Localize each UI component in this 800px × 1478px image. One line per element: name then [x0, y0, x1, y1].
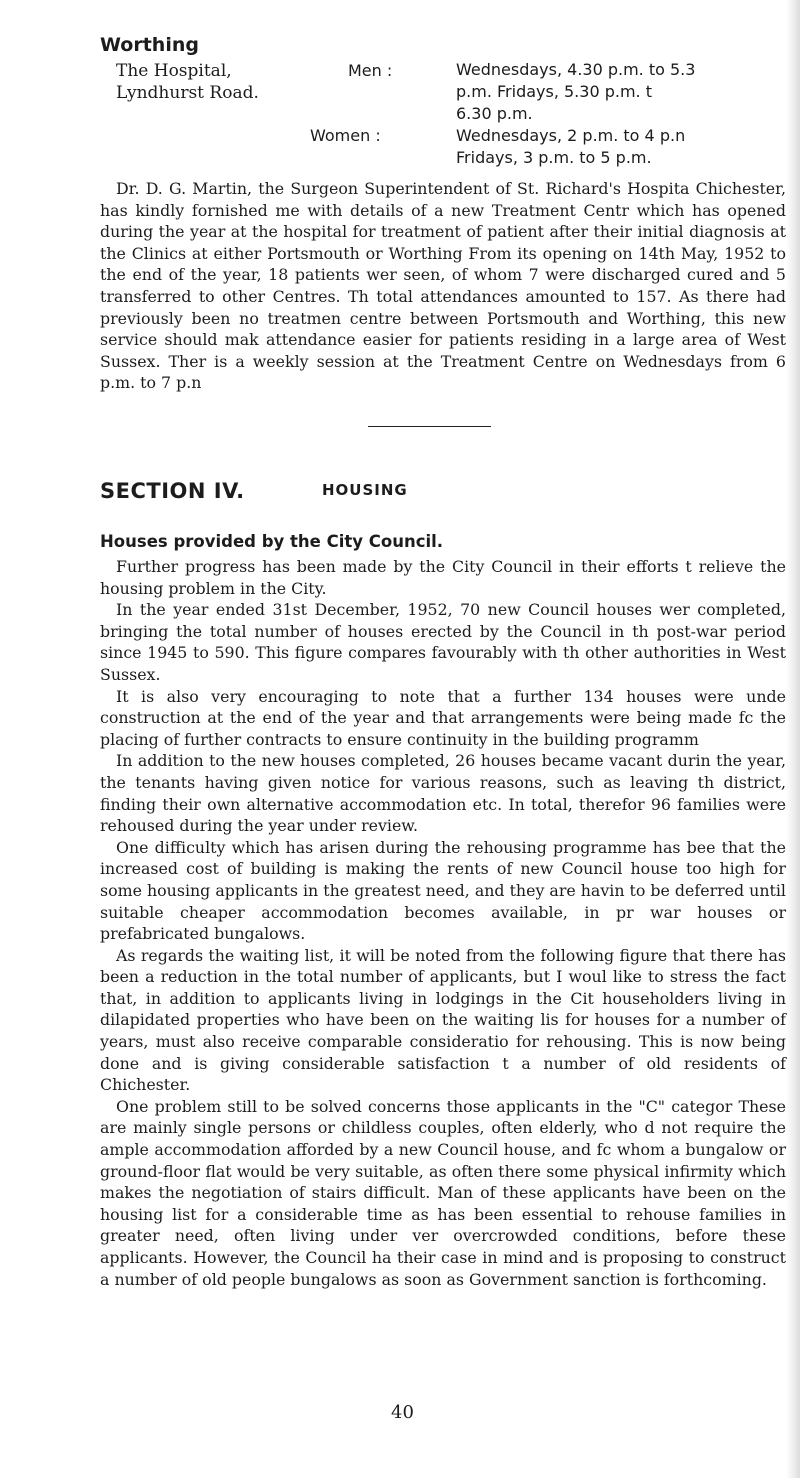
- women-hours-line-1: Wednesdays, 2 p.m. to 4 p.n: [456, 126, 686, 145]
- paragraph: Dr. D. G. Martin, the Surgeon Superintendent of St. Richard's Hospita Chichester, has kindly fornished me with details of a new Treatment Centr which has opened during the year at the hospital for treatment of patient after their initial diagnosis at the Clinics at either Portsmouth or Worthing From its opening on 14th May, 1952 to the end of the year, 18 patients wer seen, of whom 7 were discharged cured and 5 transferred to other Centres. Th total attendances amounted to 157. As there had previously been no treatmen centre between Portsmouth and Worthing, this new service should mak attendance easier for patients residing in a large area of West Sussex. Ther is a weekly session at the Treatment Centre on Wednesdays from 6 p.m. to 7 p.n: [100, 179, 786, 393]
- location-line-1: The Hospital,: [116, 61, 232, 81]
- men-hours-line-2: p.m. Fridays, 5.30 p.m. t: [456, 82, 652, 101]
- paragraph: Further progress has been made by the City Council in their efforts t relieve the housing problem in the City.: [100, 557, 786, 598]
- section-subtitle: HOUSING: [322, 481, 408, 499]
- houses-heading: Houses provided by the City Council.: [100, 532, 444, 551]
- men-hours-line-3: 6.30 p.m.: [456, 104, 533, 123]
- paragraph: One difficulty which has arisen during the rehousing programme has bee that the increased cost of building is making the rents of new Council house too high for some housing applicants in the greatest need, and they are havin to be deferred until suitable cheaper accommodation becomes available, in pr war houses or prefabricated bungalows.: [100, 837, 786, 944]
- housing-text: [100, 556, 786, 1290]
- women-label: Women :: [310, 126, 381, 145]
- women-hours-line-2: Fridays, 3 p.m. to 5 p.m.: [456, 148, 652, 167]
- paragraph: In the year ended 31st December, 1952, 70 new Council houses wer completed, bringing the total number of houses erected by the Council in th post-war period since 1945 to 590. This figure compares favourably with th other authorities in West Sussex.: [100, 600, 786, 684]
- scan-edge-shadow: [786, 0, 800, 1478]
- paragraph: In addition to the new houses completed, 26 houses became vacant durin the year, the tenants having given notice for various reasons, such as leaving th district, finding their own alternative accommodation etc. In total, therefor 96 families were rehoused during the year under review.: [100, 751, 786, 836]
- place-heading: Worthing: [100, 34, 199, 56]
- paragraph: As regards the waiting list, it will be noted from the following figure that there has been a reduction in the total number of applicants, but I woul like to stress the fact that, in addition to applicants living in lodgings in the Cit householders living in dilapidated properties who have been on the waiting lis for houses for a number of years, must also receive comparable consideratio for rehousing. This is now being done and is giving considerable satisfaction t a number of old residents of Chichester.: [100, 945, 786, 1095]
- paragraph: One problem still to be solved concerns those applicants in the "C" categor These are mainly single persons or childless couples, often elderly, who d not require the ample accommodation afforded by a new Council house, and fc whom a bungalow or ground-floor flat would be very suitable, as often there some physical infirmity which makes the negotiation of stairs difficult. Man of these applicants have been on the housing list for a considerable time as has been essential to rehouse families in greater need, often living under ver overcrowded conditions, before these applicants. However, the Council ha their case in mind and is proposing to construct a number of old people bungalows as soon as Government sanction is forthcoming.: [100, 1096, 786, 1289]
- location-line-2: Lyndhurst Road.: [116, 83, 259, 103]
- treatment-centre-paragraph: [100, 178, 786, 394]
- page-number: 40: [391, 1402, 414, 1423]
- section-title: SECTION IV.: [100, 479, 245, 503]
- paragraph: It is also very encouraging to note that a further 134 houses were unde construction at the end of the year and that arrangements were being made fc the placing of further contracts to ensure continuity in the building programm: [100, 686, 786, 749]
- men-label: Men :: [348, 61, 393, 80]
- section-divider: [368, 426, 491, 427]
- men-hours-line-1: Wednesdays, 4.30 p.m. to 5.3: [456, 60, 696, 79]
